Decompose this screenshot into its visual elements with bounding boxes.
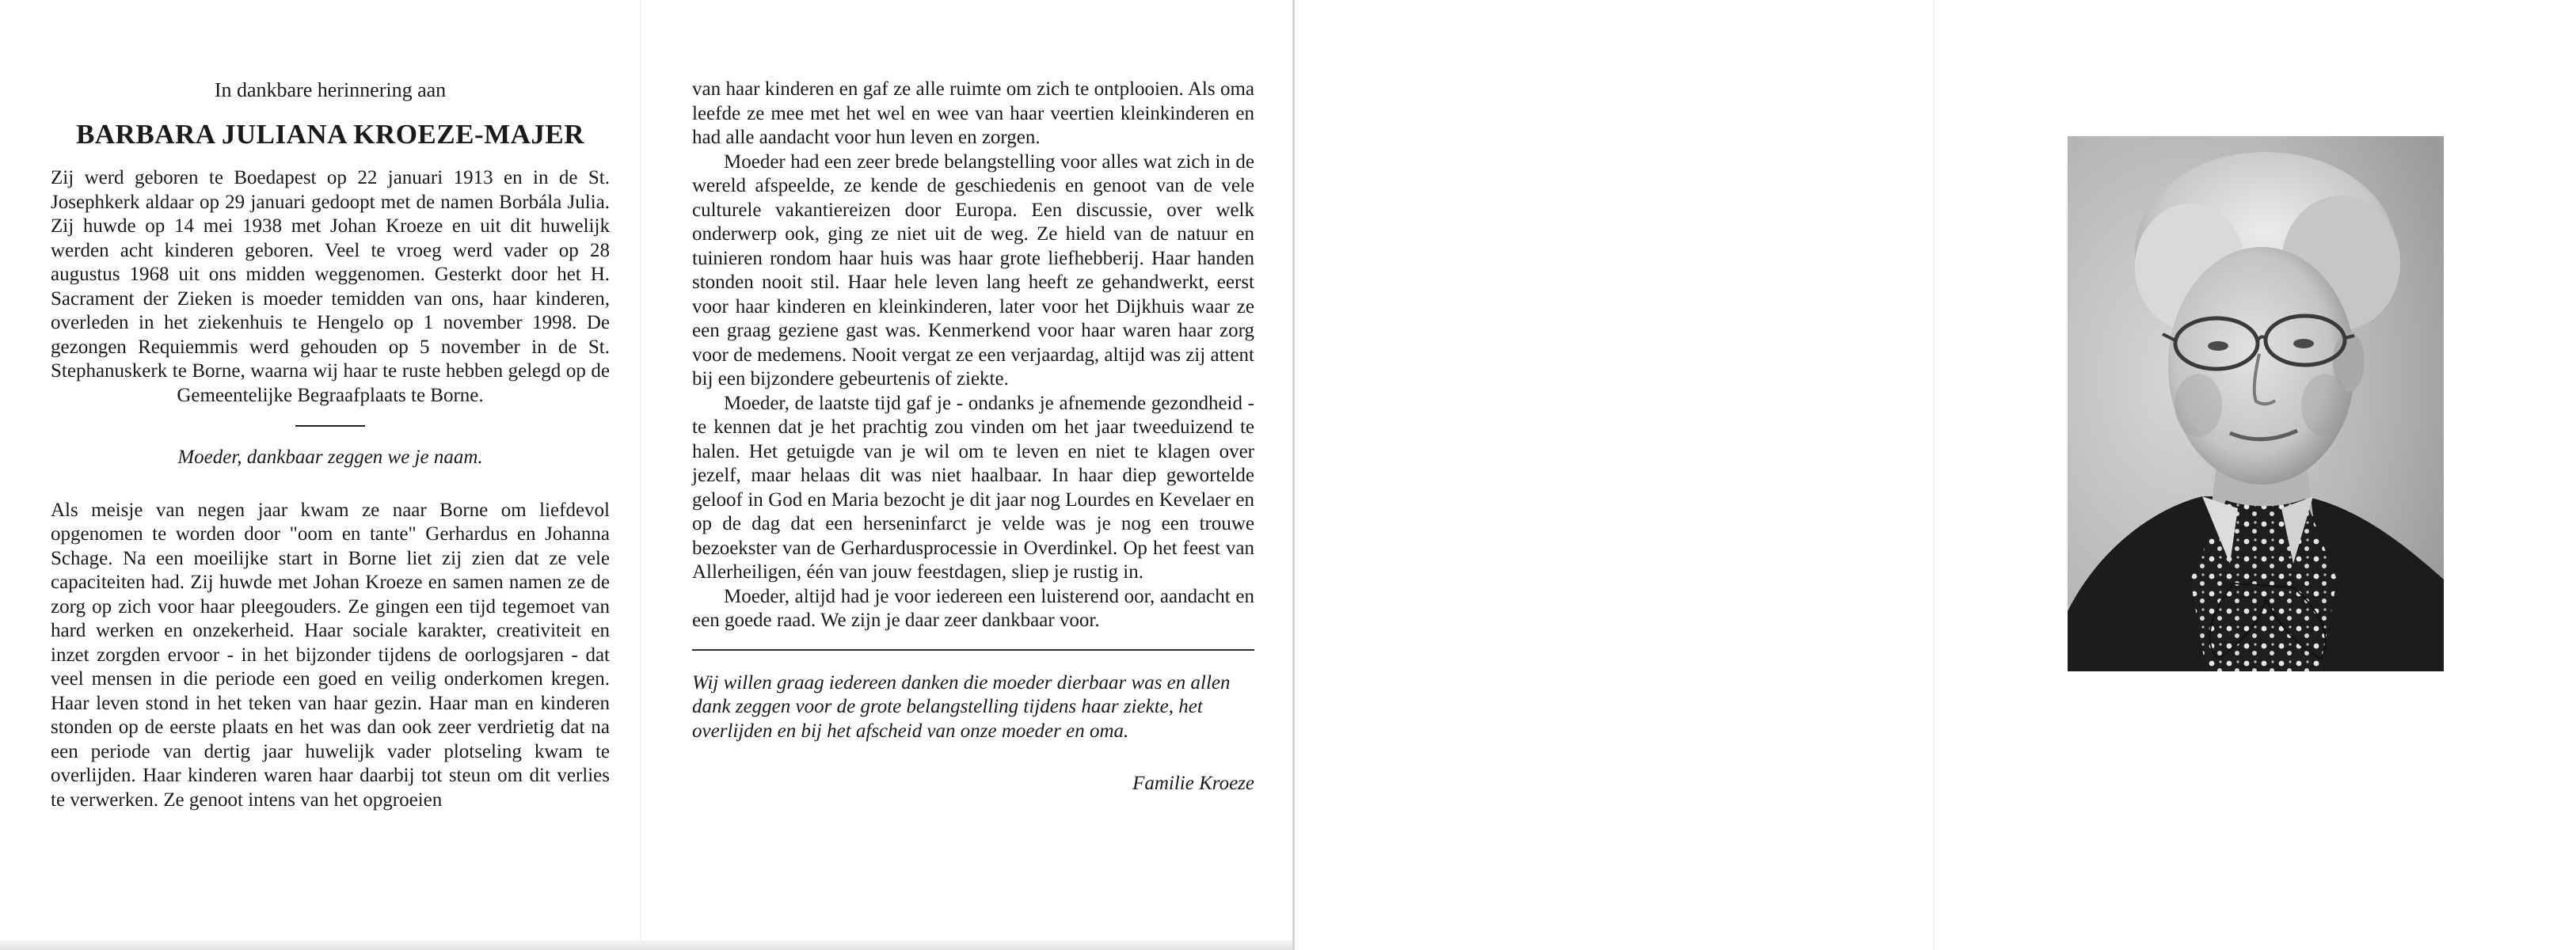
intro-line: In dankbare herinnering aan <box>214 78 447 101</box>
portrait-photo <box>2068 136 2444 671</box>
life-paragraph-2: Moeder had een zeer brede belangstelling voor alles wat zich in de wereld afspeelde, ze kende de geschiedenis en genoot van de vele culturele vakantiereizen door Europa. Een discussie, over welk onderwerp ook, ging ze niet uit de weg. Ze hield van de natuur en tuinieren rondom haar huis was haar grote liefhebberij. Haar handen stonden nooit stil. Haar hele leven lang heeft ze gehandwerkt, eerst voor haar kinderen en kleinkinderen, later voor het Dijkhuis waar ze een graag geziene gast was. Kenmerkend voor haar waren haar zorg voor de medemens. Nooit vergat ze een verjaardag, altijd was zij attent bij een bijzondere gebeurtenis of ziekte. <box>692 150 1254 390</box>
thanks-paragraph: Wij willen graag iedereen danken die moeder dierbaar was en allen dank zeggen voor de grote belangstelling tijdens haar ziekte, het overlijden en bij het afscheid van onze moeder en oma. <box>692 671 1231 742</box>
life-paragraph-3: Moeder, de laatste tijd gaf je - ondanks je afnemende gezondheid - te kennen dat je het prachtig zou vinden om het jaar tweeduizend te halen. Het getuigde van je wil om te leven en niet te klagen over jezelf, maar helaas dit was niet haalbaar. In haar diep gewortelde geloof in God en Maria bezocht je dit jaar nog Lourdes en Kevelaer en op de dag dat een herseninfarct je velde was je nog een trouwe bezoekster van de Gerhardusprocessie in Overdinkel. Op het feest van Allerheiligen, één van jouw feestdagen, sliep je rustig in. <box>692 392 1254 583</box>
fold-crease-right <box>1934 0 1935 950</box>
fold-crease-center <box>1292 0 1295 950</box>
right-text-column <box>692 78 1254 796</box>
left-text-column <box>51 78 610 812</box>
family-signature: Familie Kroeze <box>1132 773 1254 794</box>
fold-crease-left <box>640 0 641 950</box>
short-divider <box>295 425 365 427</box>
deceased-name: BARBARA JULIANA KROEZE-MAJER <box>75 119 585 150</box>
life-paragraph-1-part-a: Als meisje van negen jaar kwam ze naar Borne om liefdevol opgenomen te worden door "oom en tante" Gerhardus en Johanna Schage. Na een moeilijke start in Borne liet zij zien dat ze vele capaciteiten had. Zij huwde met Johan Kroeze en samen namen ze de zorg op zich voor haar pleegouders. Ze gingen een tijd tegemoet van hard werken en onzekerheid. Haar sociale karakter, creativiteit en inzet zorgden ervoor - in het bijzonder tijdens de oorlogsjaren - dat veel mensen in die periode een goed en veilig onderkomen kregen. Haar leven stond in het teken van haar gezin. Haar man en kinderen stonden op de eerste plaats en het was dan ook zeer verdrietig dat na een periode van dertig jaar huwelijk vader plotseling kwam te overlijden. Haar kinderen waren haar daarbij tot steun om dit verlies te verwerken. Ze genoot intens van het opgroeien <box>51 499 610 811</box>
life-paragraph-1-part-b: van haar kinderen en gaf ze alle ruimte om zich te ontplooien. Als oma leefde ze mee met het wel en wee van haar veertien kleinkinderen en had alle aandacht voor hun leven en zorgen. <box>692 78 1254 148</box>
biography-paragraph: Zij werd geboren te Boedapest op 22 januari 1913 en in de St. Josephkerk aldaar op 29 januari gedoopt met de namen Borbála Julia. Zij huwde op 14 mei 1938 met Johan Kroeze en uit dit huwelijk werden acht kinderen geboren. Veel te vroeg werd vader op 28 augustus 1968 uit ons midden weggenomen. Gesterkt door het H. Sacrament der Zieken is moeder temidden van ons, haar kinderen, overleden in het ziekenhuis te Hengelo op 1 november 1998. De gezongen Requiemmis werd gehouden op 5 november in de St. Stephanuskerk te Borne, waarna wij haar te ruste hebben gelegd op de Gemeentelijke Begraafplaats te Borne. <box>51 167 610 406</box>
motto-line: Moeder, dankbaar zeggen we je naam. <box>177 446 483 468</box>
outer-back-panel <box>1295 0 1935 950</box>
long-divider <box>692 649 1254 651</box>
card-bottom-edge <box>0 940 1292 950</box>
portrait-image <box>2068 136 2444 671</box>
life-paragraph-4: Moeder, altijd had je voor iedereen een luisterend oor, aandacht en een goede raad. We zijn je daar zeer dankbaar voor. <box>692 585 1254 631</box>
